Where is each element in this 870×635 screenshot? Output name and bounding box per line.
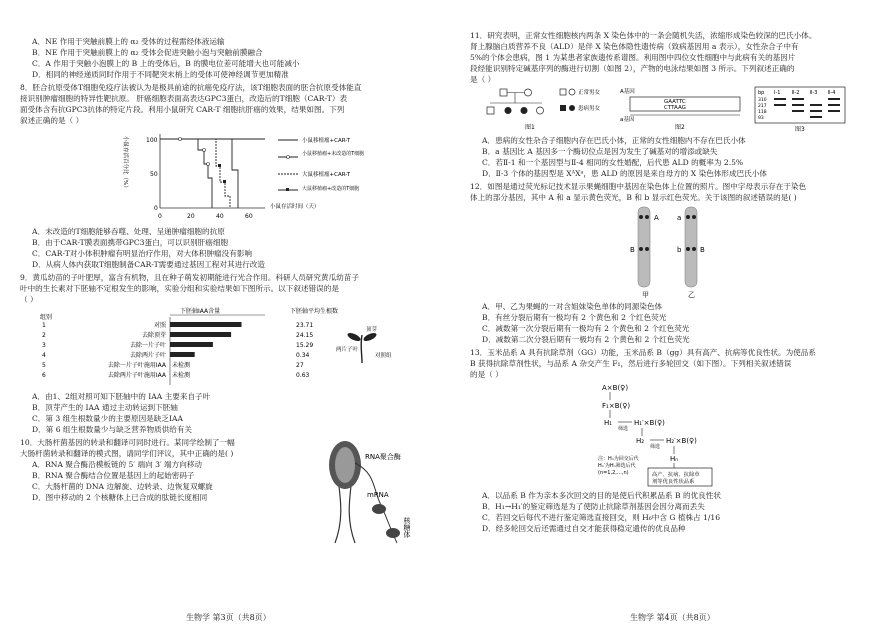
result-line-1: 高产、抗病、抗除草 bbox=[652, 472, 700, 478]
row-label: 去除一片子叶 bbox=[129, 342, 166, 349]
q11-stem-5: 是（ ） bbox=[470, 75, 496, 84]
q12-option-a: A．甲、乙为果蝇的一对含姐妹染色单体的同源染色体 bbox=[482, 302, 663, 311]
question-9 bbox=[20, 272, 420, 435]
q8-option-d: D．从病人体内获取T细胞制备CAR-T需要通过基因工程对其进行改造 bbox=[32, 260, 265, 269]
label-A: A bbox=[654, 214, 659, 222]
q8-stem-2: 接识别肿瘤细胞的特异性靶抗原。 肝癌细胞表面高表达GPC3蛋白，改造后的T细胞（CAR-T）表 bbox=[20, 94, 348, 103]
row-id: 3 bbox=[42, 342, 46, 349]
q13-stem-3: 的是（ ） bbox=[470, 370, 503, 379]
col-header-group: 组别 bbox=[40, 314, 53, 321]
marker bbox=[207, 163, 210, 166]
backcross-flow-figure bbox=[470, 380, 860, 490]
q12-stem-2: 体上的部分基因，其中 A 和 a 显示黄色荧光，B 和 b 显示红色荧光。关于该图的叙述错误的是( ) bbox=[470, 193, 797, 202]
backcross-flow bbox=[470, 380, 860, 490]
iaa-bar bbox=[170, 342, 213, 347]
marker bbox=[218, 164, 221, 167]
q8-option-c: C．CAR-T对小体积肿瘤有明显治疗作用，对大体积肿瘤没有影响 bbox=[32, 249, 253, 258]
row-id: 2 bbox=[42, 332, 46, 339]
q10-stem-1: 10．大肠杆菌基因的转录和翻译可同时进行。某同学绘制了一幅 bbox=[20, 438, 235, 447]
question-8 bbox=[20, 82, 420, 270]
q11-stem-1: 11．研究表明，正常女性细胞核内两条 X 染色体中的一条会随机失活，浓缩形成染色较深的巴氏小体。 bbox=[470, 31, 817, 40]
q11-stem-4: 段经能识别特定碱基序列的酶进行切割（如图 2），产物的电泳结果如图 3 所示。下列叙述正确的 bbox=[470, 64, 795, 73]
q13-option-c: C．若回交后每代不进行鉴定筛选直接回交，则 H₆中含 G 植株占 1/16 bbox=[482, 513, 721, 522]
y-tick-0: 0 bbox=[154, 205, 158, 212]
question-10 bbox=[20, 437, 420, 538]
pedigree-figure bbox=[470, 85, 860, 135]
q12-option-d: D．减数第二次分裂后期有一极均有 2 个黄色和 2 个红色荧光 bbox=[482, 335, 690, 344]
gel-bp-93: 93 bbox=[758, 116, 764, 121]
row-label: 去除顶芽 bbox=[141, 332, 166, 339]
x-tick-60: 60 bbox=[245, 213, 253, 220]
iaa-untested: 未检测 bbox=[172, 372, 191, 379]
flow-screen-2: 筛选 bbox=[650, 444, 661, 450]
a-gene-label: A基因 bbox=[620, 89, 635, 95]
q9-stem-1: 9．黄瓜幼苗的子叶肥厚，富含有机物，且在种子萌发初期能进行光合作用。科研人员研究黄瓜幼苗子 bbox=[20, 273, 359, 282]
gene-dot bbox=[692, 247, 696, 251]
row-id: 5 bbox=[42, 362, 46, 369]
gel-header-II4: Ⅱ-4 bbox=[828, 90, 836, 96]
q11-option-c: C．若Ⅱ-1 和一个基因型与Ⅱ-4 相同的女性婚配，后代患 ALD 的概率为 2.5% bbox=[482, 158, 744, 167]
gel-band bbox=[792, 104, 804, 106]
question-11 bbox=[470, 30, 860, 179]
gene-dot bbox=[639, 247, 643, 251]
legend-normal-female-icon bbox=[569, 89, 575, 95]
cotyledon-right bbox=[362, 331, 377, 342]
q9-stem-3: （ ） bbox=[20, 295, 38, 304]
rna-polymerase-core bbox=[335, 447, 355, 483]
survival-chart bbox=[20, 126, 420, 226]
q11-option-b: B．a 基因比 A 基因多一个酶切位点是因为发生了碱基对的增添或缺失 bbox=[482, 147, 718, 156]
q10-option-a: A．RNA 聚合酶沿模板链的 5′ 端向 3′ 端方向移动 bbox=[32, 460, 203, 469]
gel-bp-217: 217 bbox=[758, 104, 767, 109]
q12-option-c: C．减数第一次分裂后期有一极均有 2 个黄色和 2 个红色荧光 bbox=[482, 324, 690, 333]
label-mrna: mRNA bbox=[367, 491, 389, 499]
gel-header-I1: Ⅰ-1 bbox=[774, 90, 781, 96]
page-footer-left: 生物学 第3页（共8页） bbox=[186, 613, 271, 622]
gene-dot bbox=[686, 215, 690, 219]
gel-band bbox=[792, 110, 804, 112]
q10-option-d: D．图中移动的 2 个核糖体上已合成的肽链长度相同 bbox=[32, 493, 208, 502]
gel-bp-310: 310 bbox=[758, 98, 767, 103]
seedling-stem bbox=[361, 335, 362, 363]
flow-note-2: Hₙ′为Hₙ筛选后代 bbox=[598, 463, 636, 469]
ribosome-2 bbox=[386, 528, 400, 538]
pedigree-II3 bbox=[521, 107, 528, 114]
question-13 bbox=[470, 347, 860, 534]
gene-dot bbox=[686, 247, 690, 251]
q8-stem-3: 面受体含有抗GPC3抗体的特定片段。利用小鼠研究 CAR-T 细胞抗肝癌的效果，结果如图。下列 bbox=[20, 105, 345, 114]
legend-marker-2 bbox=[287, 156, 290, 159]
gel-band bbox=[774, 98, 786, 100]
row-root-value: 0.34 bbox=[296, 352, 310, 359]
chart-xlabel: 小鼠存活时间（天） bbox=[270, 204, 320, 210]
row-root-value: 27 bbox=[296, 362, 304, 369]
right-column bbox=[470, 30, 860, 534]
row-label: 对照 bbox=[153, 322, 166, 329]
flow-screen-1: 筛选 bbox=[618, 426, 629, 432]
flow-note-3: (n=1,2,…,n) bbox=[598, 470, 629, 476]
q8-stem-1: 8．胚合抗原受体T细胞免疫疗法被认为是极具前途的抗癌免疫疗法，该T细胞表面的胚合抗原受体能直 bbox=[20, 83, 362, 92]
iaa-rows bbox=[42, 317, 313, 385]
iaa-untested: 未检测 bbox=[172, 362, 191, 369]
q7-option-a: A．NE 作用于突触前膜上的 α₂ 受体的过程需经体液运输 bbox=[32, 37, 225, 46]
row-root-value: 0.63 bbox=[296, 372, 310, 379]
q8-option-b: B．由于CAR-T膜表面携带GPC3蛋白，可以识别肝癌细胞 bbox=[32, 238, 229, 247]
q7-option-b: B．NE 作用于突触前膜上的 α₂ 受体会促进突触小泡与突触前膜融合 bbox=[32, 48, 263, 57]
q10-stem-2: 大肠杆菌转录和翻译的模式图，请同学们评议，其中正确的是( ) bbox=[20, 449, 234, 458]
label-a: a bbox=[677, 214, 682, 222]
flow-step-4: H₁′×B(♀) bbox=[634, 419, 665, 427]
q13-option-b: B．H₁→H₁′的鉴定筛选是为了使防止抗除草剂基因会因分离而丢失 bbox=[482, 502, 705, 511]
flow-step-1: A×B(♀) bbox=[602, 384, 629, 392]
row-root-value: 24.15 bbox=[296, 332, 314, 339]
sprout-label-bud: 顶芽 bbox=[366, 327, 378, 333]
legend-3: 大鼠移植瘤+CAR-T bbox=[302, 172, 351, 178]
flow-step-5: H₂ bbox=[636, 437, 645, 445]
fig1-label: 图1 bbox=[525, 124, 535, 131]
label-rna-polymerase: RNA聚合酶 bbox=[365, 453, 401, 461]
marker bbox=[179, 138, 182, 141]
pedigree-I2 bbox=[525, 89, 532, 96]
q10-option-c: C．大肠杆菌的 DNA 边解旋、边转录、边恢复双螺旋 bbox=[32, 482, 213, 491]
sprout-label-cotyledon: 两片子叶 bbox=[336, 347, 359, 353]
x-tick-40: 40 bbox=[216, 213, 224, 220]
legend-4: 大鼠移植瘤+改造的T细胞 bbox=[302, 186, 360, 192]
sprout-label-control: 对照组 bbox=[375, 353, 392, 359]
q8-stem-4: 叙述正确的是（ ） bbox=[20, 116, 84, 125]
survival-chart-figure bbox=[20, 126, 420, 226]
pedigree-I1 bbox=[500, 89, 507, 96]
row-root-value: 23.71 bbox=[296, 322, 314, 329]
row-id: 4 bbox=[42, 352, 46, 359]
row-label: 去除一片子叶施用IAA bbox=[107, 362, 166, 369]
iaa-table bbox=[20, 305, 420, 391]
legend-normal-male-icon bbox=[560, 89, 566, 95]
sequence-bottom: CTTAAG bbox=[664, 105, 686, 111]
series-4-line bbox=[210, 139, 238, 208]
row-id: 1 bbox=[42, 322, 46, 329]
gene-dot bbox=[639, 215, 643, 219]
gel-band bbox=[774, 104, 786, 106]
legend-affected: 患病男女 bbox=[578, 106, 601, 112]
col-header-iaa: 下胚轴IAA含量 bbox=[180, 308, 221, 315]
q7-option-c: C．A 作用于突触小泡膜上的 B 上的受体后，B 的膜电位差可能增大也可能减小 bbox=[32, 59, 300, 68]
label-B-right: B bbox=[700, 246, 705, 254]
legend-marker-4 bbox=[286, 188, 289, 191]
q9-option-c: C．第 3 组生根数量少的主要原因是缺乏IAA bbox=[32, 414, 183, 423]
y-tick-100: 100 bbox=[146, 137, 158, 144]
gel-band bbox=[828, 98, 840, 100]
col-header-root: 下胚轴平均生根数 bbox=[290, 308, 339, 315]
pedigree-and-gel bbox=[470, 85, 860, 135]
x-tick-20: 20 bbox=[187, 213, 195, 220]
gel-bp-118: 118 bbox=[758, 110, 767, 115]
gene-dot bbox=[645, 215, 649, 219]
chromosome-yi bbox=[685, 207, 697, 287]
ribosome-1 bbox=[372, 504, 386, 514]
q9-stem-2: 叶中的生长素对下胚轴不定根发生的影响，实验分组和实验结果如下图所示。以下叙述错误的是 bbox=[20, 284, 339, 293]
y-tick-50: 50 bbox=[150, 171, 158, 178]
q13-option-a: A．以品系 B 作为亲本多次回交的目的是使后代积累品系 B 的优良性状 bbox=[482, 491, 721, 500]
chromosome-jia bbox=[638, 207, 650, 287]
x-tick-0: 0 bbox=[158, 213, 162, 220]
legend-normal: 正常男女 bbox=[578, 90, 601, 96]
gel-band bbox=[792, 98, 804, 100]
pedigree-II4 bbox=[537, 107, 544, 114]
chromosome-photo bbox=[470, 203, 860, 301]
gel-band bbox=[810, 104, 822, 106]
flow-step-3: H₁ bbox=[604, 419, 613, 427]
q12-option-b: B．有丝分裂后期有一极均有 2 个黄色和 2 个红色荧光 bbox=[482, 313, 667, 322]
q11-option-d: D．Ⅱ-3 个体的基因型是 XᴬXᵃ，患 ALD 的原因是来自母方的 X 染色体形成巴氏小体 bbox=[482, 169, 767, 178]
q12-stem-1: 12．如图是通过荧光标记技术显示果蝇细胞中基因在染色体上位置的照片。图中字母表示存在于染色 bbox=[470, 182, 807, 191]
gene-dot bbox=[645, 247, 649, 251]
chart-ylabel: 小鼠存活百分比（%） bbox=[122, 136, 128, 191]
sequence-top: GAATTC bbox=[664, 99, 686, 105]
q9-option-b: B．顶芽产生的 IAA 通过主动转运到下胚轴 bbox=[32, 403, 178, 412]
label-yi: 乙 bbox=[688, 291, 695, 299]
row-label: 去除两片子叶施用IAA bbox=[107, 372, 166, 379]
chromosome-figure bbox=[470, 203, 860, 301]
legend-1: 小鼠移植瘤+CAR-T bbox=[302, 138, 351, 144]
q11-option-a: A．患病的女性杂合子细胞内存在巴氏小体，正常的女性细胞内不存在巴氏小体 bbox=[482, 136, 746, 145]
q9-option-a: A．由1、2组对照可知下胚轴中的 IAA 主要来自子叶 bbox=[32, 392, 211, 401]
label-jia: 甲 bbox=[642, 291, 649, 299]
q10-option-b: B．RNA 聚合酶结合位置是基因上的起始密码子 bbox=[32, 471, 195, 480]
gel-header-II2: Ⅱ-2 bbox=[792, 90, 800, 96]
q13-option-d: D．经多轮回交后还需通过自交才能获得稳定遗传的优良品种 bbox=[482, 524, 686, 533]
left-column bbox=[20, 36, 420, 538]
iaa-bar bbox=[170, 352, 195, 357]
gel-header-bp: bp bbox=[758, 90, 765, 96]
marker bbox=[223, 180, 226, 183]
label-B: B bbox=[630, 246, 635, 254]
label-ribosome: 核糖体 bbox=[403, 517, 411, 538]
flow-step-2: F₁×B(♀) bbox=[602, 402, 631, 410]
q8-option-a: A．未改造的T细胞能够吞噬、处理、呈递肿瘤细胞的抗原 bbox=[32, 227, 225, 236]
iaa-bar bbox=[170, 322, 242, 327]
row-label: 去除两片子叶 bbox=[129, 352, 166, 359]
gel-header-II3: Ⅱ-3 bbox=[810, 90, 818, 96]
result-line-2: 剂等优良性状品系 bbox=[652, 479, 695, 485]
flow-step-6: H₂′×B(♀) bbox=[666, 437, 697, 445]
iaa-table-figure bbox=[20, 305, 420, 391]
row-root-value: 15.29 bbox=[296, 342, 314, 349]
row-id: 6 bbox=[42, 372, 46, 379]
transcription-diagram bbox=[315, 433, 425, 553]
flow-note-1: 注：Hₙ为回交后代 bbox=[598, 456, 639, 462]
q13-stem-2: B 获得抗除草剂性状，与品系 A 杂交产生 F₁，然后进行多轮回交（如下图）。下列相关叙述错误 bbox=[470, 359, 792, 368]
q9-option-d: D．第 6 组生根数量少与缺乏营养物质供给有关 bbox=[32, 425, 193, 434]
q13-stem-1: 13．玉米品系 A 具有抗除草剂（GG）功能，玉米品系 B（gg）具有高产、抗病等优良性状。为使品系 bbox=[470, 348, 816, 357]
gel-band bbox=[828, 110, 840, 112]
iaa-bar bbox=[170, 332, 231, 337]
pedigree-II1 bbox=[487, 107, 494, 114]
q11-stem-2: 肾上腺脑白质营养不良（ALD）是伴 X 染色体隐性遗传病（致病基因用 a 表示），女性杂合子中有 bbox=[470, 42, 799, 51]
gel-band bbox=[828, 104, 840, 106]
a-allele-label: a基因 bbox=[620, 117, 635, 123]
legend-affected-female-icon bbox=[569, 105, 575, 111]
legend-affected-male-icon bbox=[560, 105, 566, 111]
cotyledon-left bbox=[346, 331, 361, 342]
gene-dot bbox=[692, 215, 696, 219]
page-footer-right: 生物学 第4页（共8页） bbox=[630, 613, 715, 622]
fig2-label: 图2 bbox=[675, 124, 685, 131]
pedigree-II2 bbox=[505, 107, 512, 114]
q11-stem-3: 5%的个体会患病，图 1 为某患者家族遗传系谱图。利用图中四位女性细胞中与此病有关的基因片 bbox=[470, 53, 796, 62]
gel-band bbox=[810, 116, 822, 118]
legend-2: 小鼠移植瘤+未改造的T细胞 bbox=[302, 151, 365, 157]
q7-option-d: D．相同的神经递质同时作用于不同靶突末梢上的受体可使神经调节更加精准 bbox=[32, 70, 289, 79]
question-12 bbox=[470, 181, 860, 345]
flow-step-7: Hₙ bbox=[670, 455, 679, 463]
gel-band bbox=[810, 110, 822, 112]
label-b: b bbox=[677, 246, 682, 254]
marker bbox=[203, 149, 206, 152]
q7-options bbox=[20, 36, 420, 80]
fig3-label: 图3 bbox=[795, 126, 805, 133]
